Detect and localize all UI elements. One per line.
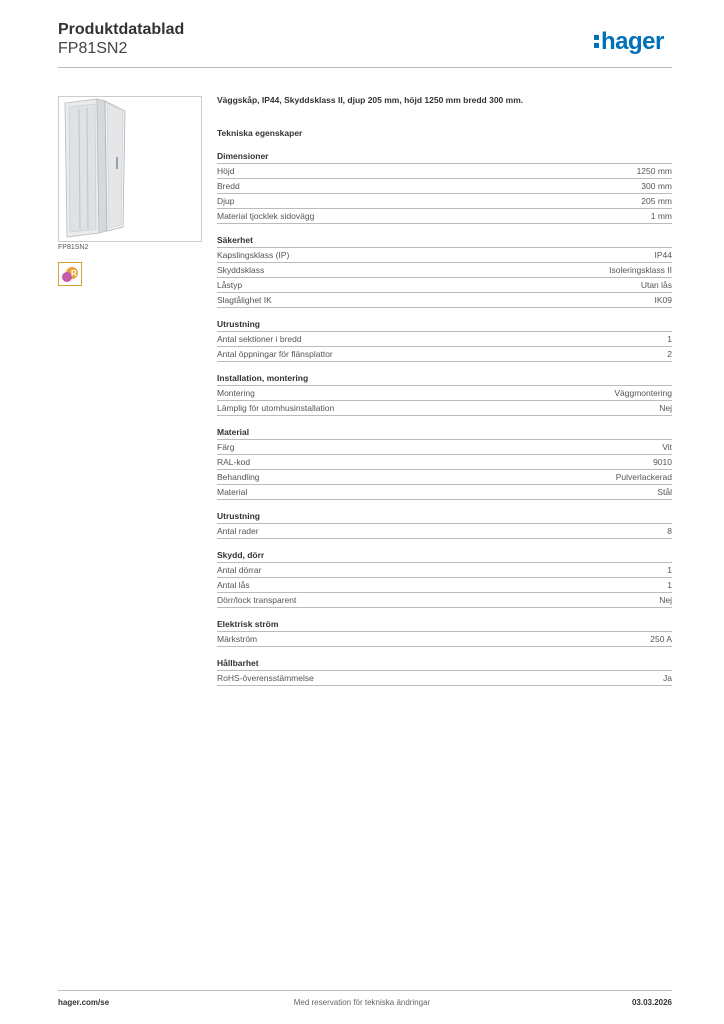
spec-row [217, 248, 672, 263]
cabinet-illustration-icon [59, 97, 201, 241]
product-code: FP81SN2 [58, 40, 128, 57]
spec-group [217, 233, 672, 308]
spec-label: Låstyp [217, 280, 243, 290]
spec-label: Antal sektioner i bredd [217, 334, 302, 344]
spec-row [217, 524, 672, 539]
spec-row [217, 386, 672, 401]
spec-value: IP44 [654, 250, 672, 260]
spec-group-title: Skydd, dörr [217, 548, 672, 563]
spec-group-title: Utrustning [217, 509, 672, 524]
spec-value: 1250 mm [636, 166, 672, 176]
spec-groups [217, 149, 672, 686]
spec-value: Väggmontering [614, 388, 672, 398]
spec-row [217, 209, 672, 224]
spec-value: Vit [662, 442, 672, 452]
spec-group [217, 509, 672, 539]
spec-row [217, 263, 672, 278]
spec-row [217, 179, 672, 194]
spec-label: Dörr/lock transparent [217, 595, 297, 605]
spec-value: Stål [657, 487, 672, 497]
spec-value: 250 A [650, 634, 672, 644]
spec-label: Djup [217, 196, 235, 206]
spec-row [217, 401, 672, 416]
spec-label: RoHS-överensstämmelse [217, 673, 314, 683]
spec-value: 1 mm [650, 211, 672, 221]
spec-label: Antal öppningar för flänsplattor [217, 349, 333, 359]
spec-group-title: Dimensioner [217, 149, 672, 164]
spec-row [217, 632, 672, 647]
spec-value: Nej [659, 403, 672, 413]
product-image [58, 96, 202, 242]
footer-divider [58, 990, 672, 991]
spec-group-title: Utrustning [217, 317, 672, 332]
spec-label: Bredd [217, 181, 240, 191]
spec-label: Antal rader [217, 526, 259, 536]
spec-row [217, 485, 672, 500]
spec-label: Antal lås [217, 580, 250, 590]
product-description: Väggskåp, IP44, Skyddsklass II, djup 205 mm, höjd 1250 mm bredd 300 mm. [217, 95, 524, 105]
spec-label: RAL-kod [217, 457, 251, 467]
spec-group [217, 617, 672, 647]
spec-value: 205 mm [641, 196, 672, 206]
spec-row [217, 440, 672, 455]
spec-group-title: Material [217, 425, 672, 440]
section-title: Tekniska egenskaper [217, 128, 303, 138]
spec-label: Montering [217, 388, 255, 398]
spec-value: 1 [667, 580, 672, 590]
spec-group [217, 317, 672, 362]
spec-row [217, 470, 672, 485]
spec-label: Antal dörrar [217, 565, 262, 575]
spec-value: Utan lås [640, 280, 672, 290]
spec-row [217, 293, 672, 308]
spec-group [217, 425, 672, 500]
spec-value: 9010 [653, 457, 672, 467]
logo-text: hager [601, 28, 664, 55]
spec-group [217, 149, 672, 224]
spec-label: Slagtålighet IK [217, 295, 272, 305]
svg-text:R: R [71, 269, 77, 278]
spec-row [217, 347, 672, 362]
header-divider [58, 67, 672, 68]
spec-row [217, 671, 672, 686]
spec-value: 2 [667, 349, 672, 359]
spec-group [217, 548, 672, 608]
product-image-caption: FP81SN2 [58, 244, 89, 251]
spec-value: Pulverlackerad [615, 472, 672, 482]
spec-value: Nej [659, 595, 672, 605]
spec-label: Behandling [217, 472, 260, 482]
footer-date: 03.03.2026 [631, 998, 672, 1007]
spec-row [217, 563, 672, 578]
hager-logo [594, 28, 664, 56]
spec-label: Märkström [217, 634, 258, 644]
spec-group-title: Hållbarhet [217, 656, 672, 671]
spec-label: Lämplig för utomhusinstallation [217, 403, 335, 413]
spec-label: Höjd [217, 166, 235, 176]
footer-website[interactable]: hager.com/se [58, 998, 110, 1007]
spec-value: Ja [663, 673, 672, 683]
reach-compliance-icon [58, 262, 82, 286]
spec-value: 8 [667, 526, 672, 536]
spec-value: 1 [667, 565, 672, 575]
spec-row [217, 332, 672, 347]
spec-group [217, 656, 672, 686]
spec-row [217, 164, 672, 179]
spec-value: 300 mm [641, 181, 672, 191]
spec-value: Isoleringsklass II [609, 265, 672, 275]
page-title: Produktdatablad [58, 21, 185, 38]
logo-dots-icon [594, 32, 599, 49]
spec-value: IK09 [654, 295, 672, 305]
spec-row [217, 455, 672, 470]
spec-value: 1 [667, 334, 672, 344]
spec-group-title: Installation, montering [217, 371, 672, 386]
footer-disclaimer: Med reservation för tekniska ändringar [293, 998, 431, 1007]
spec-label: Skyddsklass [217, 265, 265, 275]
spec-row [217, 278, 672, 293]
spec-group-title: Elektrisk ström [217, 617, 672, 632]
spec-row [217, 194, 672, 209]
spec-label: Kapslingsklass (IP) [217, 250, 290, 260]
spec-row [217, 593, 672, 608]
spec-group [217, 371, 672, 416]
spec-label: Material tjocklek sidovägg [217, 211, 315, 221]
spec-label: Material [217, 487, 248, 497]
spec-group-title: Säkerhet [217, 233, 672, 248]
spec-content [217, 93, 672, 686]
spec-label: Färg [217, 442, 235, 452]
spec-row [217, 578, 672, 593]
